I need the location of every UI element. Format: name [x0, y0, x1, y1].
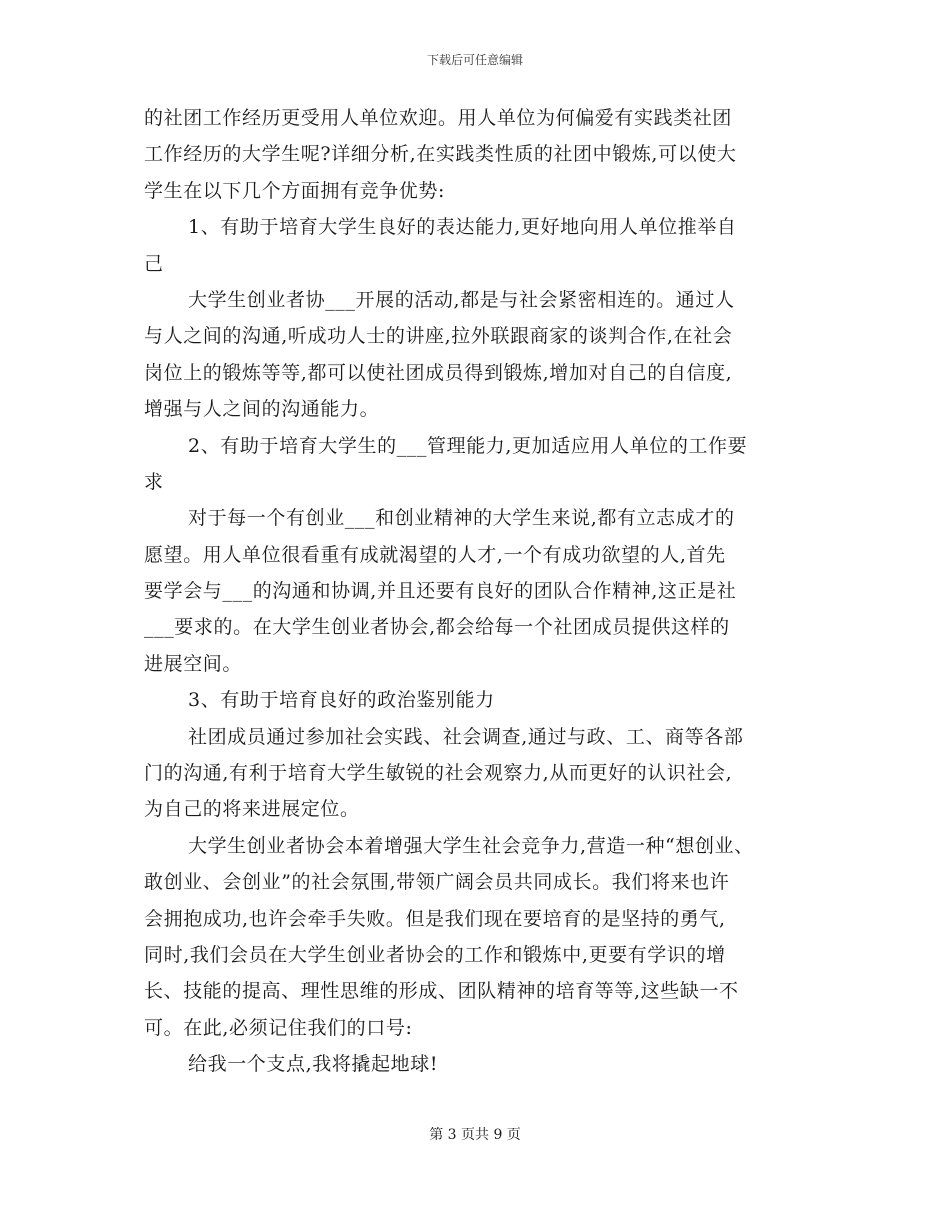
text-line: 长、技能的提高、理性思维的形成、团队精神的培育等等,这些缺一不: [144, 980, 739, 1003]
text-line: 己: [144, 252, 164, 275]
text-line: 工作经历的大学生呢?详细分析,在实践类性质的社团中锻炼,可以使大: [144, 143, 737, 166]
text-line: 增强与人之间的沟通能力。: [144, 398, 380, 421]
text-line: 岗位上的锻炼等等,都可以使社团成员得到锻炼,增加对自己的自信度,: [144, 361, 733, 384]
text-line: 大学生创业者协___开展的活动,都是与社会紧密相连的。通过人: [188, 288, 735, 311]
text-line: 与人之间的沟通,听成功人士的讲座,拉外联跟商家的谈判合作,在社会: [144, 325, 733, 348]
text-line: 同时,我们会员在大学生创业者协会的工作和锻炼中,更要有学识的增: [144, 943, 726, 966]
slogan-line: 给我一个支点,我将撬起地球!: [188, 1053, 439, 1076]
text-line: 敢创业、会创业”的社会氛围,带领广阔会员共同成长。我们将来也许: [144, 871, 730, 894]
text-line: 为自己的将来进展定位。: [144, 798, 360, 821]
text-line: 社团成员通过参加社会实践、社会调查,通过与政、工、商等各部: [188, 725, 744, 748]
text-line: 愿望。用人单位很看重有成就渴望的人才,一个有成功欲望的人,首先: [144, 543, 726, 566]
section-heading-1: 1、有助于培育大学生良好的表达能力,更好地向用人单位推举自: [188, 216, 737, 239]
section-heading-3: 3、有助于培育良好的政治鉴别能力: [188, 689, 495, 712]
text-line: 的社团工作经历更受用人单位欢迎。用人单位为何偏爱有实践类社团: [144, 107, 733, 129]
page-header: 下载后可任意编辑: [426, 53, 523, 67]
section-heading-2: 2、有助于培育大学生的___管理能力,更加适应用人单位的工作要: [188, 434, 748, 457]
text-line: 要学会与___的沟通和协调,并且还要有良好的团队合作精神,这正是社: [144, 580, 737, 603]
text-line: 学生在以下几个方面拥有竞争优势:: [144, 179, 446, 202]
document-body: [144, 100, 808, 1083]
text-line: 大学生创业者协会本着增强大学生社会竞争力,营造一种“想创业、: [188, 834, 754, 857]
text-line: 可。在此,必须记住我们的口号:: [144, 1016, 413, 1039]
page-number: 第 3 页共 9 页: [429, 1127, 521, 1143]
text-line: 会拥抱成功,也许会牵手失败。但是我们现在要培育的是坚持的勇气,: [144, 907, 726, 930]
text-line: ___要求的。在大学生创业者协会,都会给每一个社团成员提供这样的: [144, 616, 730, 639]
text-line: 对于每一个有创业___和创业精神的大学生来说,都有立志成才的: [188, 507, 735, 530]
text-line: 门的沟通,有利于培育大学生敏锐的社会观察力,从而更好的认识社会,: [144, 762, 733, 785]
text-line: 进展空间。: [144, 652, 243, 675]
text-line: 求: [144, 470, 164, 493]
